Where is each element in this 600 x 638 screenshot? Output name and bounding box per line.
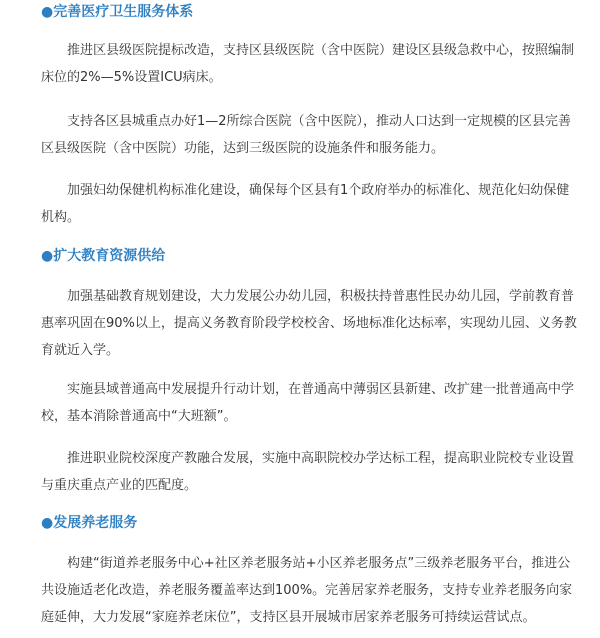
paragraph-elderly-care-1: 构建“街道养老服务中心+社区养老服务站+小区养老服务点”三级养老服务平台，推进公共设施适老化改造，养老服务覆盖率达到100%。完善居家养老服务，支持专业养老服务向家庭延伸，大力发展“家庭养老床位”，支持区县开展城市居家养老服务可持续运营试点。 xyxy=(41,556,573,625)
section-heading-education: ●扩大教育资源供给 xyxy=(41,248,166,264)
paragraph-education-1: 加强基础教育规划建设，大力发展公办幼儿园，积极扶持普惠性民办幼儿园，学前教育普惠率巩固在90%以上，提高义务教育阶段学校校舍、场地标准化达标率，实现幼儿园、义务教育就近入学。 xyxy=(41,289,577,358)
paragraph-healthcare-2: 支持各区县城重点办好1—2所综合医院（含中医院），推动人口达到一定规模的区县完善区县级医院（含中医院）功能，达到三级医院的设施条件和服务能力。 xyxy=(41,114,572,156)
paragraph-healthcare-1: 推进区县级医院提标改造，支持区县级医院（含中医院）建设区县级急救中心，按照编制床位的2%—5%设置ICU病床。 xyxy=(41,43,575,85)
paragraph-education-3: 推进职业院校深度产教融合发展，实施中高职院校办学达标工程，提高职业院校专业设置与重庆重点产业的匹配度。 xyxy=(41,451,575,493)
paragraph-healthcare-3: 加强妇幼保健机构标准化建设，确保每个区县有1个政府举办的标准化、规范化妇幼保健机构。 xyxy=(41,183,570,225)
section-heading-elderly-care: ●发展养老服务 xyxy=(41,515,138,531)
section-heading-healthcare: ●完善医疗卫生服务体系 xyxy=(41,4,194,20)
paragraph-education-2: 实施县域普通高中发展提升行动计划，在普通高中薄弱区县新建、改扩建一批普通高中学校，基本消除普通高中“大班额”。 xyxy=(41,382,575,424)
